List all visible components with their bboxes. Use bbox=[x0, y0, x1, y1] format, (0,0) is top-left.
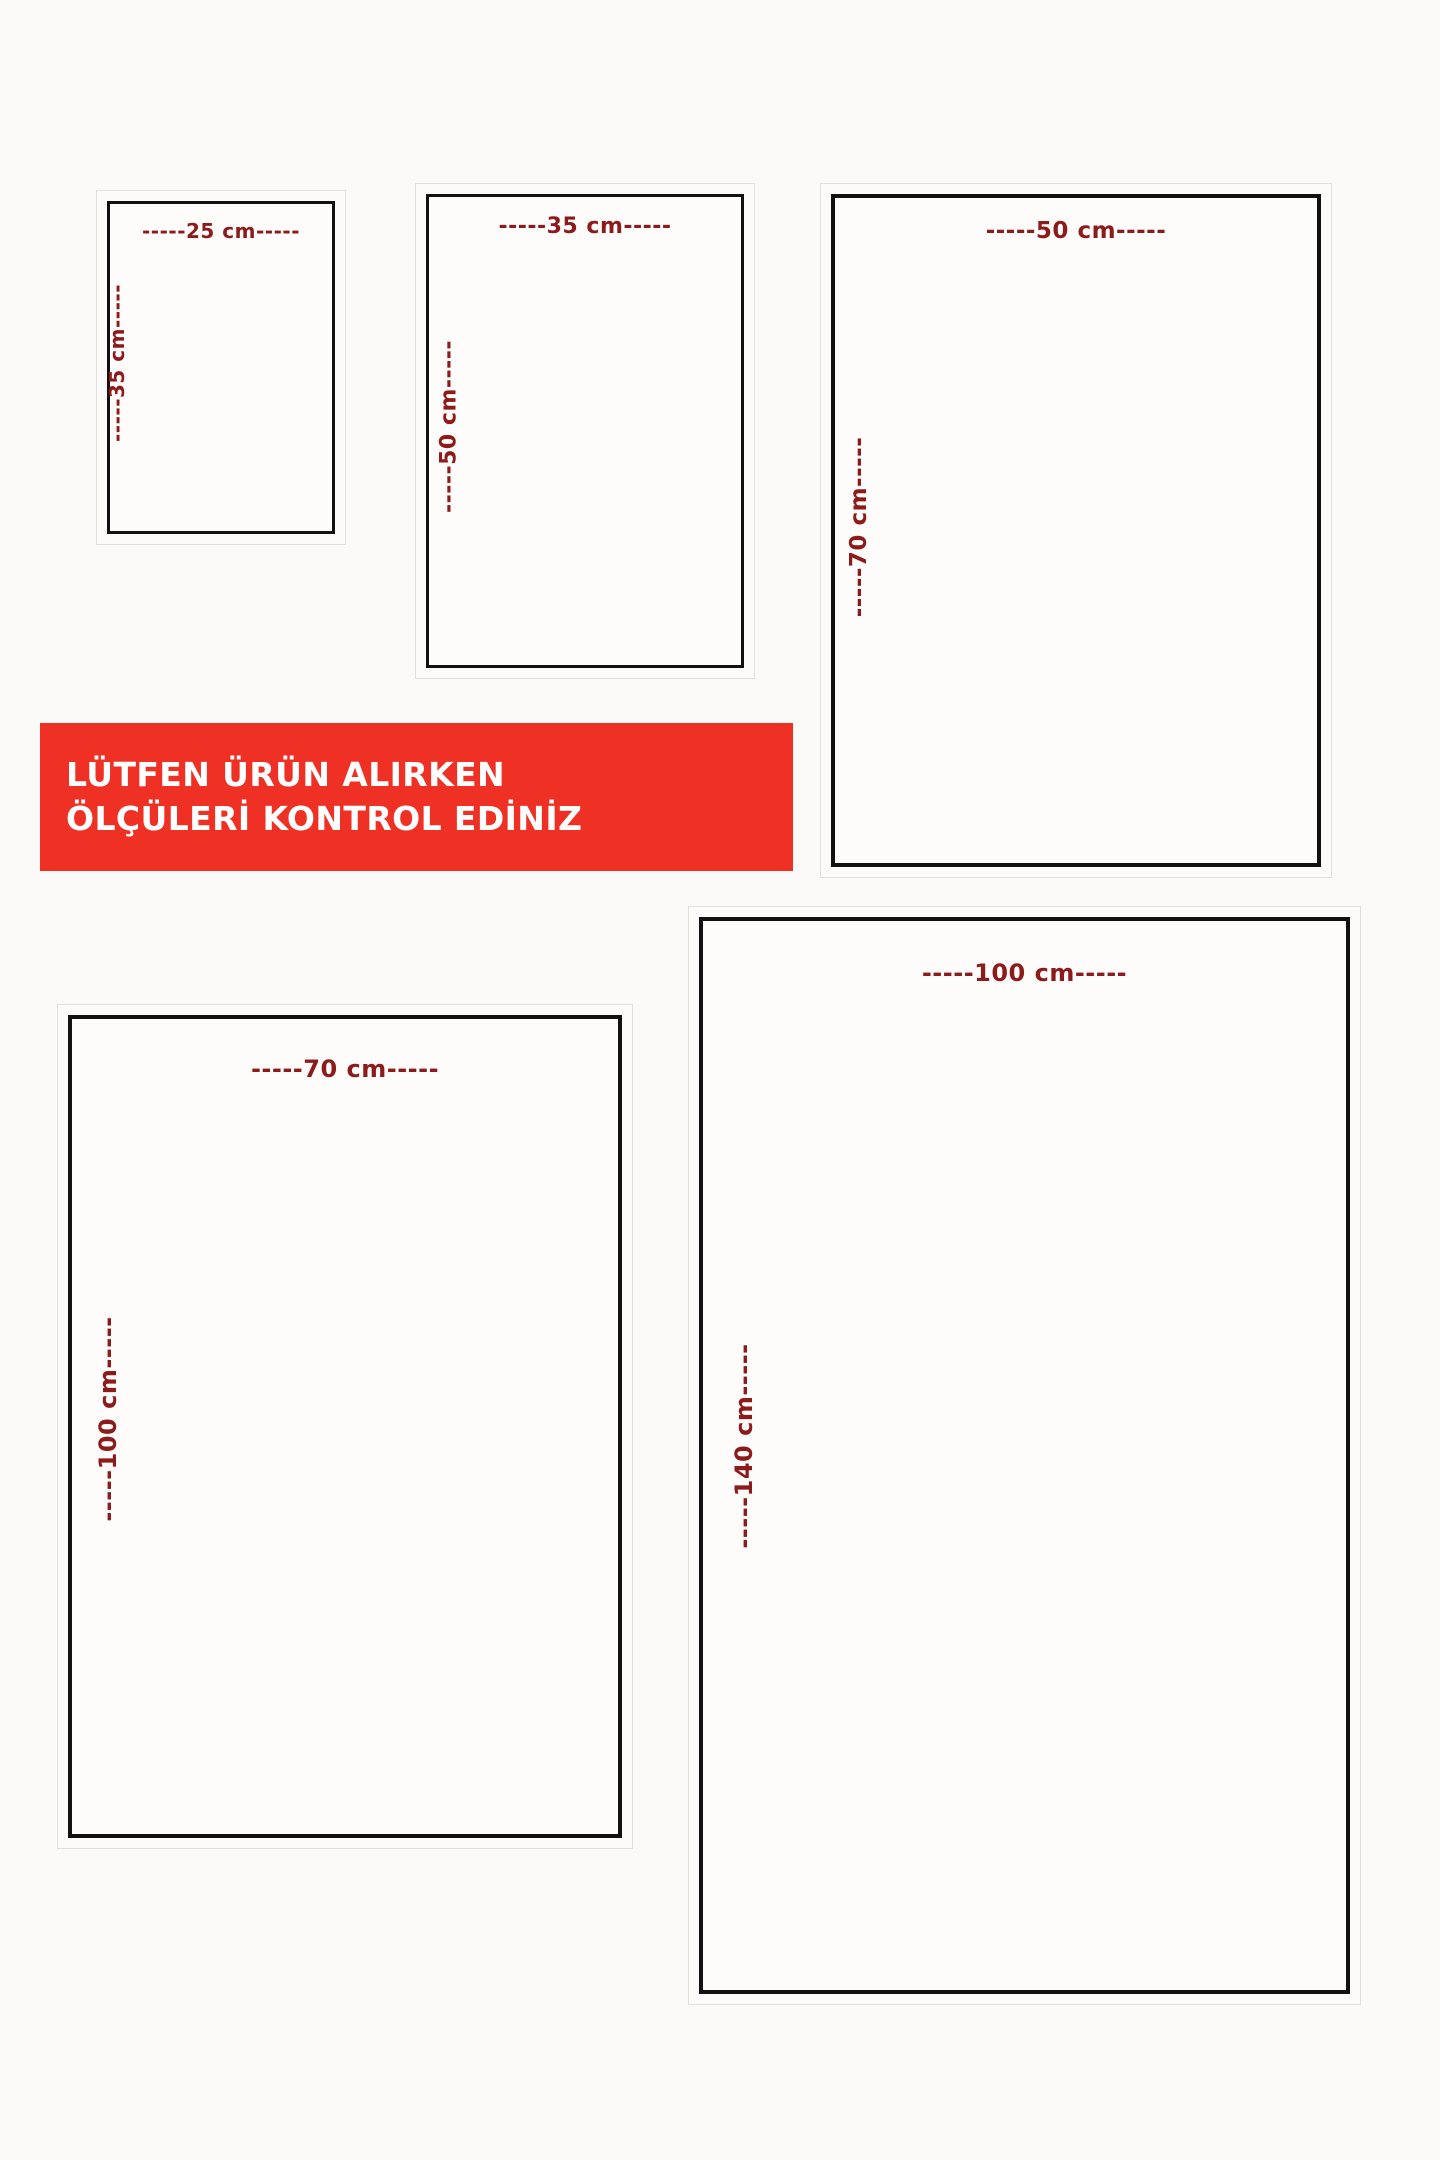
frame-35x50-width-label: -----35 cm----- bbox=[498, 214, 672, 239]
frame-35x50 bbox=[415, 183, 755, 679]
frame-100x140-width-label: -----100 cm----- bbox=[921, 959, 1128, 987]
frame-70x100-inner bbox=[68, 1015, 622, 1838]
frame-35x50-inner bbox=[426, 194, 744, 668]
frame-25x35 bbox=[96, 190, 346, 545]
frame-100x140 bbox=[688, 906, 1361, 2005]
frame-50x70 bbox=[820, 183, 1332, 878]
frame-25x35-inner bbox=[107, 201, 335, 534]
frame-100x140-inner bbox=[699, 917, 1350, 1994]
frame-50x70-inner bbox=[831, 194, 1321, 867]
warning-banner bbox=[40, 723, 793, 871]
frame-25x35-height-label: -----35 cm----- bbox=[105, 284, 129, 442]
frame-50x70-width-label: -----50 cm----- bbox=[985, 218, 1167, 244]
warning-line-1: LÜTFEN ÜRÜN ALIRKEN bbox=[66, 755, 506, 795]
frame-35x50-height-label: -----50 cm----- bbox=[436, 339, 462, 514]
frame-70x100-width-label: -----70 cm----- bbox=[250, 1055, 440, 1083]
frame-100x140-height-label: -----140 cm----- bbox=[730, 1343, 758, 1549]
frame-70x100 bbox=[57, 1004, 633, 1849]
frame-25x35-width-label: -----25 cm----- bbox=[142, 219, 300, 243]
frame-50x70-height-label: -----70 cm----- bbox=[846, 436, 872, 618]
warning-line-2: ÖLÇÜLERİ KONTROL EDİNİZ bbox=[66, 799, 583, 838]
frame-70x100-height-label: -----100 cm----- bbox=[94, 1316, 122, 1522]
